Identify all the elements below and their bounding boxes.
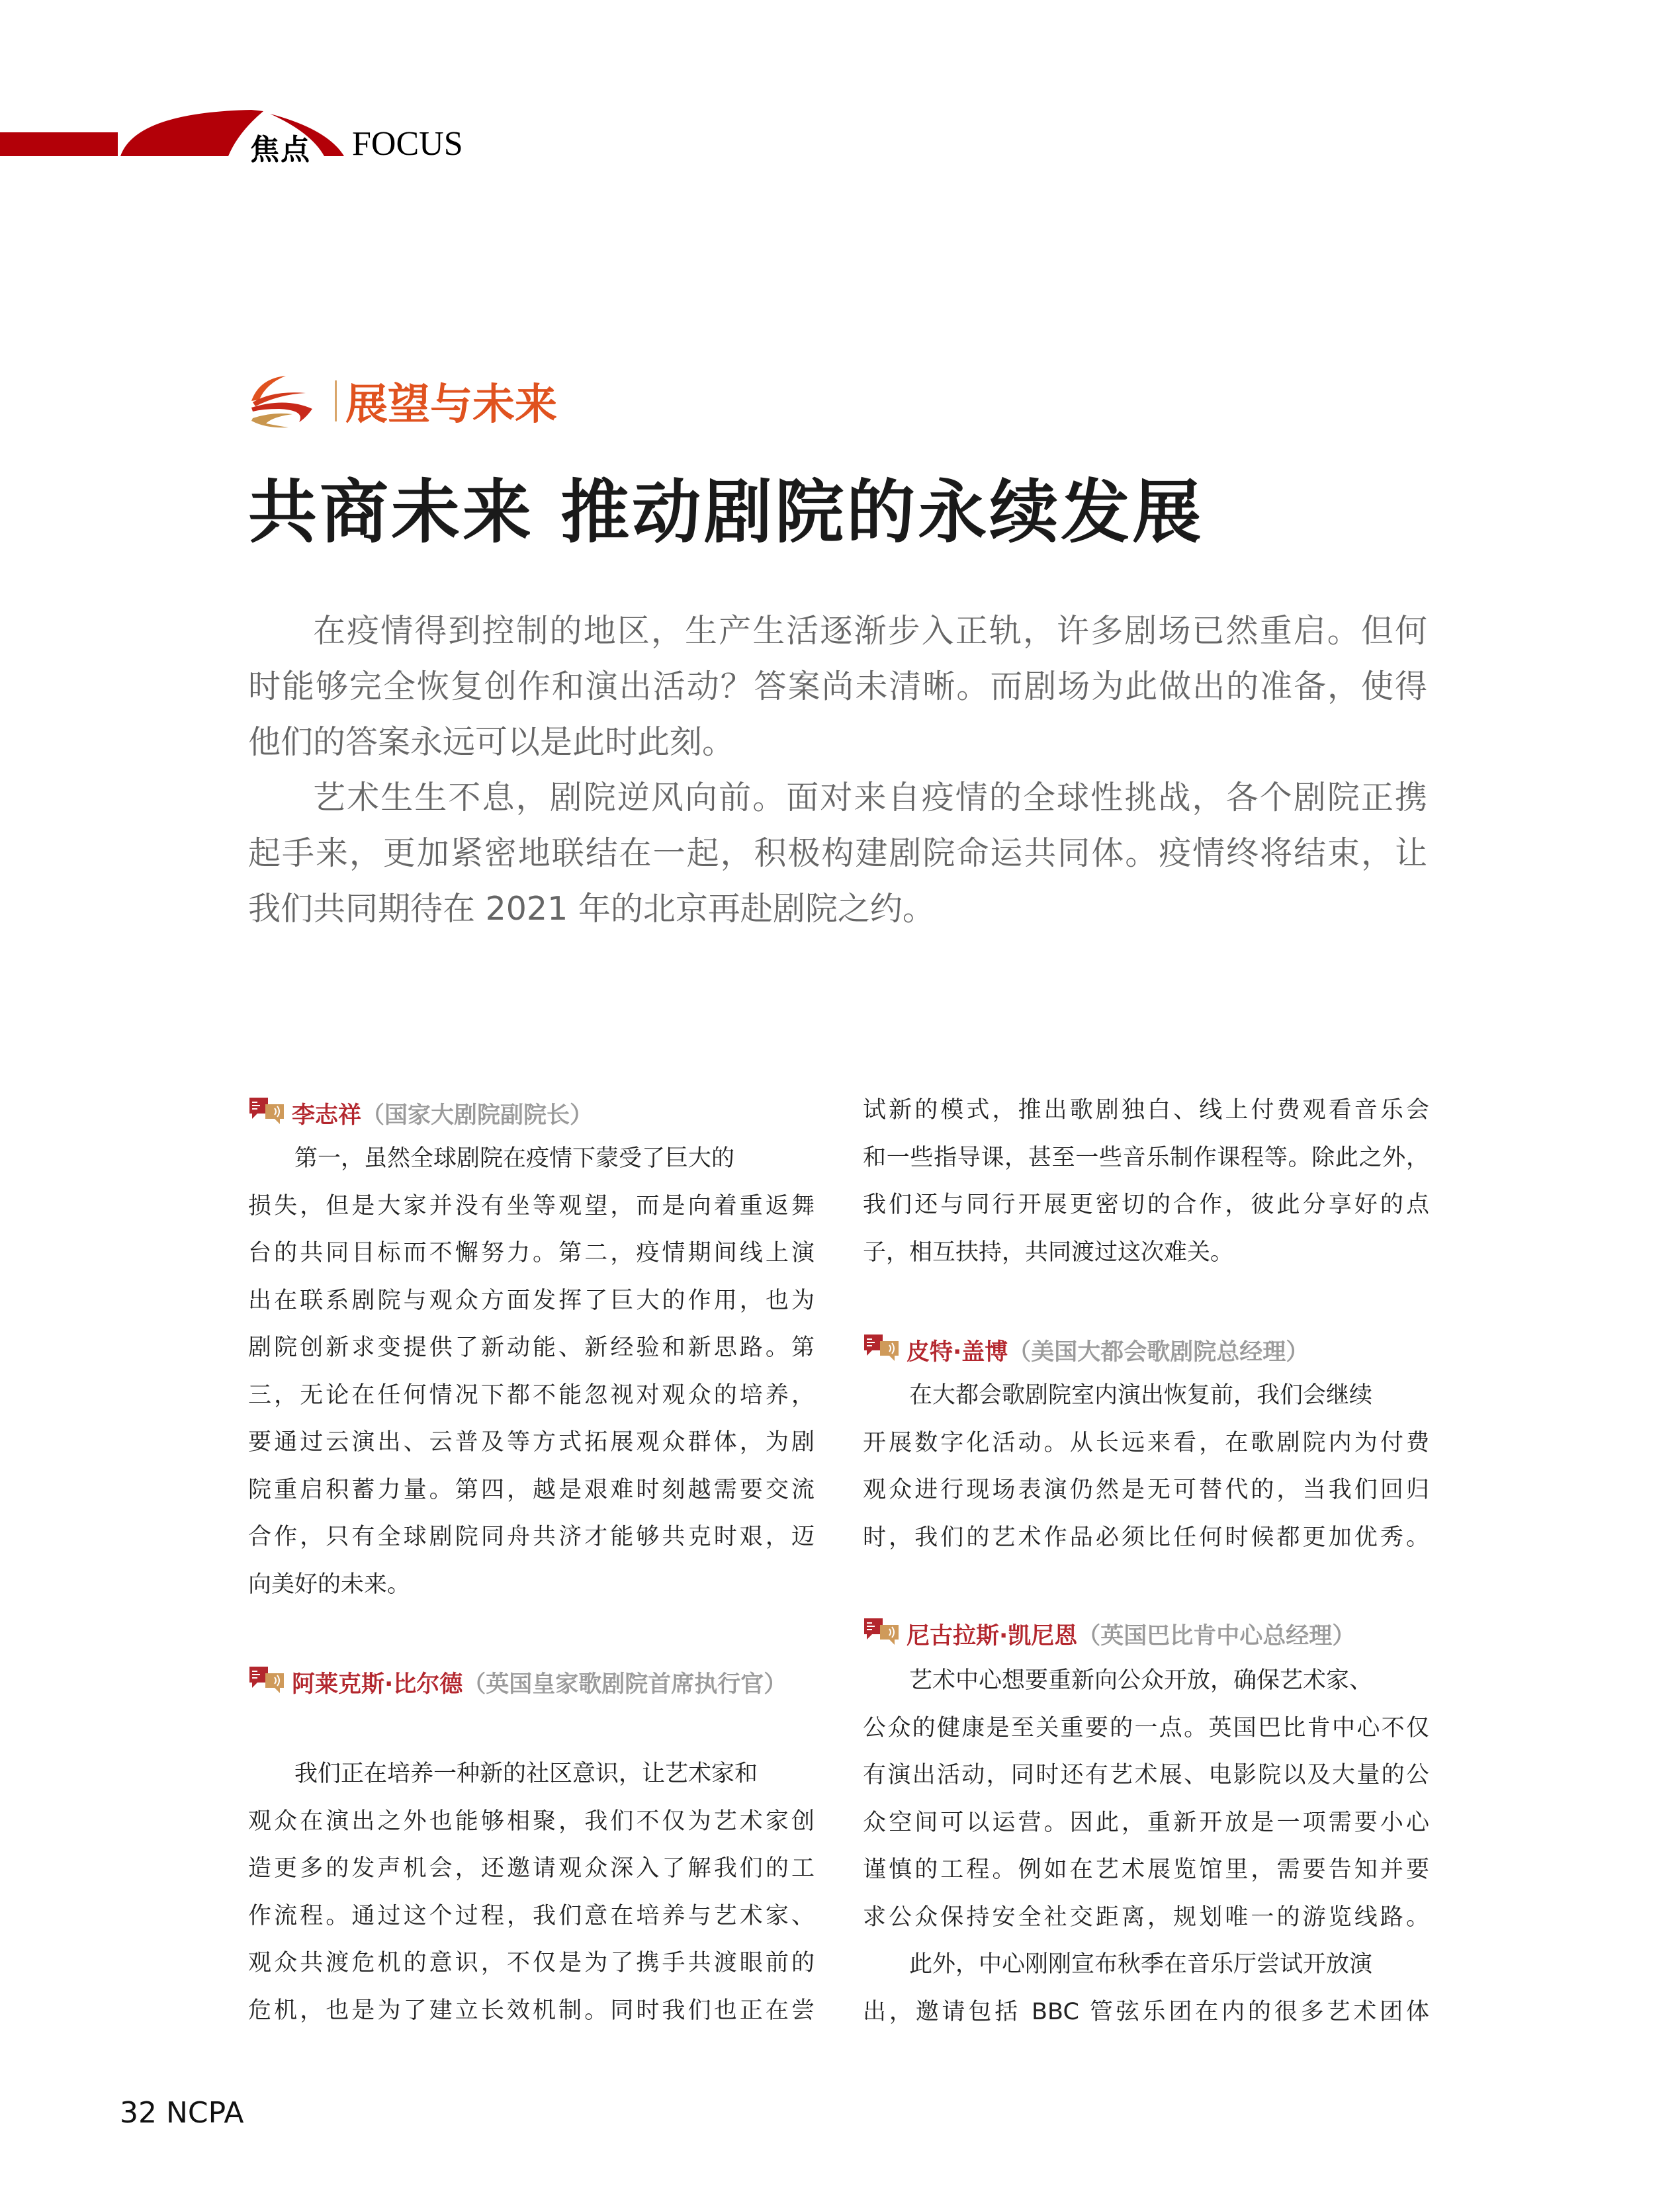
text-line: 出，邀请包括 BBC 管弦乐团在内的很多艺术团体 — [863, 1998, 1429, 2025]
text-line: 在大都会歌剧院室内演出恢复前，我们会继续 — [909, 1382, 1373, 1409]
speaker-header — [248, 1663, 815, 1706]
text-line: 观众在演出之外也能够相聚，我们不仅为艺术家创 — [248, 1808, 815, 1835]
text-line: 第一，虽然全球剧院在疫情下蒙受了巨大的 — [294, 1145, 735, 1172]
text-line: 出在联系剧院与观众方面发挥了巨大的作用，也为 — [248, 1287, 815, 1314]
speaker-text — [248, 1135, 815, 1608]
text-line: 时能够完全恢复创作和演出活动？答案尚未清晰。而剧场为此做出的准备，使得 — [248, 668, 1427, 705]
text-line: 剧院创新求变提供了新动能、新经验和新思路。第 — [248, 1335, 815, 1361]
text-line: 众空间可以运营。因此，重新开放是一项需要小心 — [863, 1809, 1429, 1836]
section-divider — [335, 380, 337, 421]
text-line: 院重启积蓄力量。第四，越是艰难时刻越需要交流 — [248, 1476, 815, 1503]
text-line: 起手来，更加紧密地联结在一起，积极构建剧院命运共同体。疫情终将结束，让 — [248, 834, 1427, 872]
speech-bubble-icon — [248, 1665, 287, 1696]
text-line: 谨慎的工程。例如在艺术展览馆里，需要告知并要 — [863, 1857, 1429, 1883]
text-line: 求公众保持安全社交距离，规划唯一的游览线路。 — [863, 1904, 1429, 1931]
section-label: 展望与未来 — [345, 380, 557, 429]
speaker-text — [248, 1751, 815, 2035]
speaker-title: （英国皇家歌剧院首席执行官） — [463, 1671, 787, 1698]
text-line: 在疫情得到控制的地区，生产生活逐渐步入正轨，许多剧场已然重启。但何 — [313, 612, 1427, 650]
speaker-name: 尼古拉斯·凯尼恩 — [906, 1623, 1078, 1649]
text-line: 三，无论在任何情况下都不能忽视对观众的培养， — [248, 1381, 815, 1409]
article-title: 共商未来 推动剧院的永续发展 — [248, 472, 1204, 552]
text-line: 观众共渡危机的意识，不仅是为了携手共渡眼前的 — [248, 1950, 815, 1976]
speaker-title: （国家大剧院副院长） — [361, 1102, 594, 1129]
text-line: 此外，中心刚刚宣布秋季在音乐厅尝试开放演 — [909, 1951, 1373, 1978]
text-line: 损失，但是大家并没有坐等观望，而是向着重返舞 — [248, 1192, 815, 1219]
text-line: 我们正在培养一种新的社区意识，让艺术家和 — [294, 1761, 758, 1787]
speaker-name: 李志祥 — [292, 1102, 362, 1129]
text-line: 艺术中心想要重新向公众开放，确保艺术家、 — [909, 1667, 1373, 1694]
text-line: 时，我们的艺术作品必须比任何时候都更加优秀。 — [863, 1524, 1429, 1551]
text-line: 我们共同期待在 2021 年的北京再赴剧院之约。 — [248, 890, 935, 928]
text-line: 危机，也是为了建立长效机制。同时我们也正在尝 — [248, 1997, 815, 2024]
text-line: 有演出活动，同时还有艺术展、电影院以及大量的公 — [863, 1762, 1429, 1788]
speaker-title: （英国巴比肯中心总经理） — [1077, 1623, 1356, 1649]
speaker-text — [863, 1087, 1429, 1276]
speaker-text — [863, 1657, 1429, 2036]
text-line: 公众的健康是至关重要的一点。英国巴比肯中心不仅 — [863, 1714, 1429, 1741]
text-line: 台的共同目标而不懈努力。第二，疫情期间线上演 — [248, 1240, 815, 1266]
speaker-text — [863, 1372, 1429, 1561]
speaker-name: 皮特·盖博 — [906, 1339, 1008, 1366]
text-line: 子，相互扶持，共同渡过这次难关。 — [863, 1239, 1234, 1266]
text-line: 作流程。通过这个过程，我们意在培养与艺术家、 — [248, 1902, 815, 1929]
text-line: 要通过云演出、云普及等方式拓展观众群体，为剧 — [248, 1429, 815, 1456]
speaker-header — [863, 1331, 1429, 1374]
speech-bubble-icon — [863, 1333, 901, 1364]
text-line: 艺术生生不息，剧院逆风向前。面对来自疫情的全球性挑战，各个剧院正携 — [313, 779, 1427, 816]
page-footer — [120, 2096, 243, 2130]
text-line: 和一些指导课，甚至一些音乐制作课程等。除此之外， — [863, 1144, 1429, 1171]
intro — [248, 603, 1427, 937]
section-name-cn: 焦点 — [250, 133, 311, 167]
speaker-name: 阿莱克斯·比尔德 — [292, 1671, 463, 1698]
section-name-en: FOCUS — [352, 125, 463, 163]
page-number: 32 — [120, 2096, 157, 2130]
speaker-header — [863, 1615, 1429, 1657]
magazine-name: NCPA — [166, 2096, 244, 2130]
speech-bubble-icon — [248, 1096, 287, 1127]
speaker-title: （美国大都会歌剧院总经理） — [1008, 1339, 1309, 1366]
text-line: 试新的模式，推出歌剧独白、线上付费观看音乐会 — [863, 1097, 1429, 1123]
text-line: 合作，只有全球剧院同舟共济才能够共克时艰，迈 — [248, 1524, 815, 1550]
speech-bubble-icon — [863, 1617, 901, 1647]
text-line: 他们的答案永远可以是此时此刻。 — [248, 723, 735, 761]
text-line: 开展数字化活动。从长远来看，在歌剧院内为付费 — [863, 1429, 1429, 1456]
text-line: 我们还与同行开展更密切的合作，彼此分享好的点 — [863, 1192, 1429, 1218]
text-line: 向美好的未来。 — [248, 1571, 411, 1598]
text-line: 观众进行现场表演仍然是无可替代的，当我们回归 — [863, 1477, 1429, 1503]
text-line: 造更多的发声机会，还邀请观众深入了解我们的工 — [248, 1855, 815, 1882]
swoosh-logo-icon — [246, 371, 326, 430]
speaker-header — [248, 1094, 815, 1137]
